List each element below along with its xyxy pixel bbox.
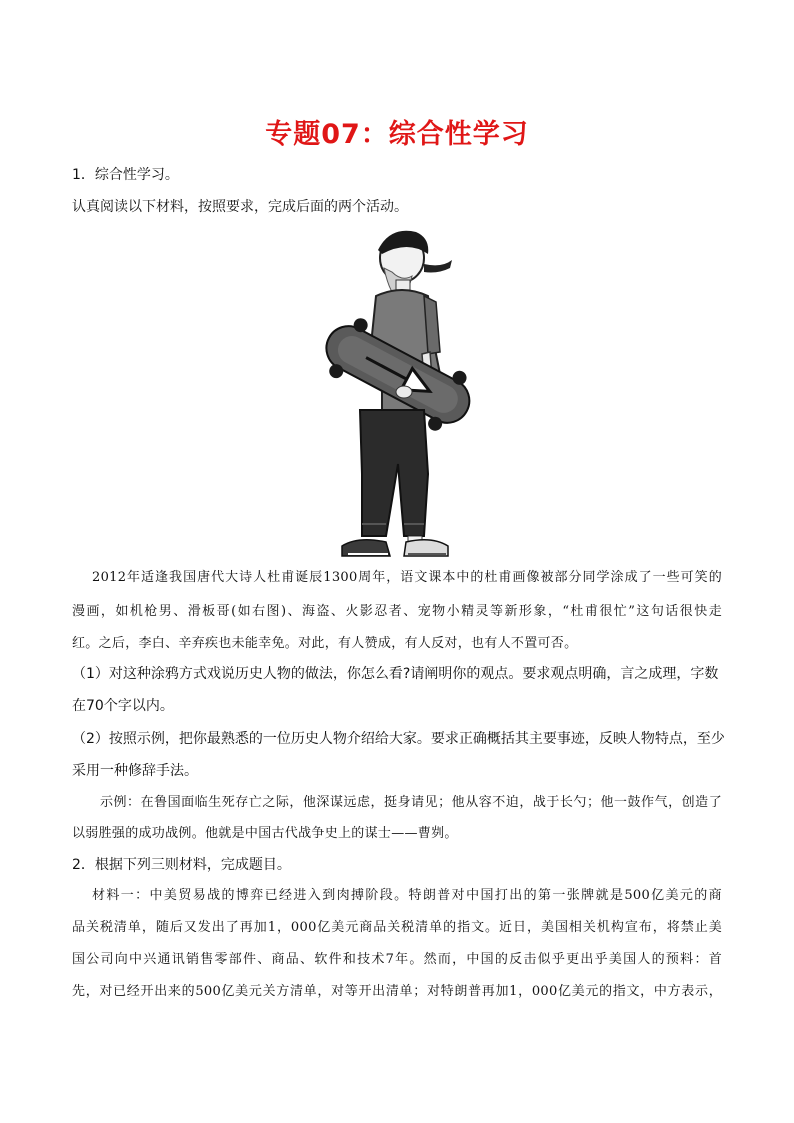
task-1-line: 在70个字以内。 [72,698,174,714]
question-1-heading: 1．综合性学习。 [72,167,179,183]
example-line: 以弱胜强的成功战例。他就是中国古代战争史上的谋士——曹刿。 [72,826,458,841]
task-2-line: （2）按照示例，把你最熟悉的一位历史人物介绍给大家。要求正确概括其主要事迹，反映人物特点，至少 [72,731,725,747]
material-line: 2012年适逢我国唐代大诗人杜甫诞辰1300周年，语文课本中的杜甫画像被部分同学涂成了一些可笑的 [92,570,722,585]
question-2-heading: 2．根据下列三则材料，完成题目。 [72,857,291,873]
material-1-line: 先，对已经开出来的500亿美元关方清单，对等开出清单；对特朗普再加1，000亿美元的指文，中方表示， [72,984,722,999]
example-line: 示例：在鲁国面临生死存亡之际，他深谋远虑，挺身请见；他从容不迫，战于长勺；他一鼓作气，创造了 [100,795,722,810]
task-2-line: 采用一种修辞手法。 [72,763,198,779]
page-title: 专题07：综合性学习 [265,119,529,150]
material-line: 漫画，如机枪男、滑板哥(如右图)、海盗、火影忍者、宠物小精灵等新形象，“杜甫很忙”这句话很快走 [72,604,722,619]
material-1-line: 国公司向中兴通讯销售零部件、商品、软件和技术7年。然而，中国的反击似乎更出乎美国人的预料：首 [72,952,722,967]
material-line: 红。之后，李白、辛弃疾也未能幸免。对此，有人赞成，有人反对，也有人不置可否。 [72,636,578,651]
du-fu-skateboard-illustration [312,224,482,560]
material-1-line: 材料一：中美贸易战的博弈已经进入到肉搏阶段。特朗普对中国打出的第一张牌就是500亿美元的商 [92,888,722,903]
question-1-instruction: 认真阅读以下材料，按照要求，完成后面的两个活动。 [72,199,408,215]
task-1-line: （1）对这种涂鸦方式戏说历史人物的做法，你怎么看?请阐明你的观点。要求观点明确，言之成理，字数 [72,666,719,682]
material-1-line: 品关税清单，随后又发出了再加1，000亿美元商品关税清单的指文。近日，美国相关机构宣布，将禁止美 [72,920,722,935]
